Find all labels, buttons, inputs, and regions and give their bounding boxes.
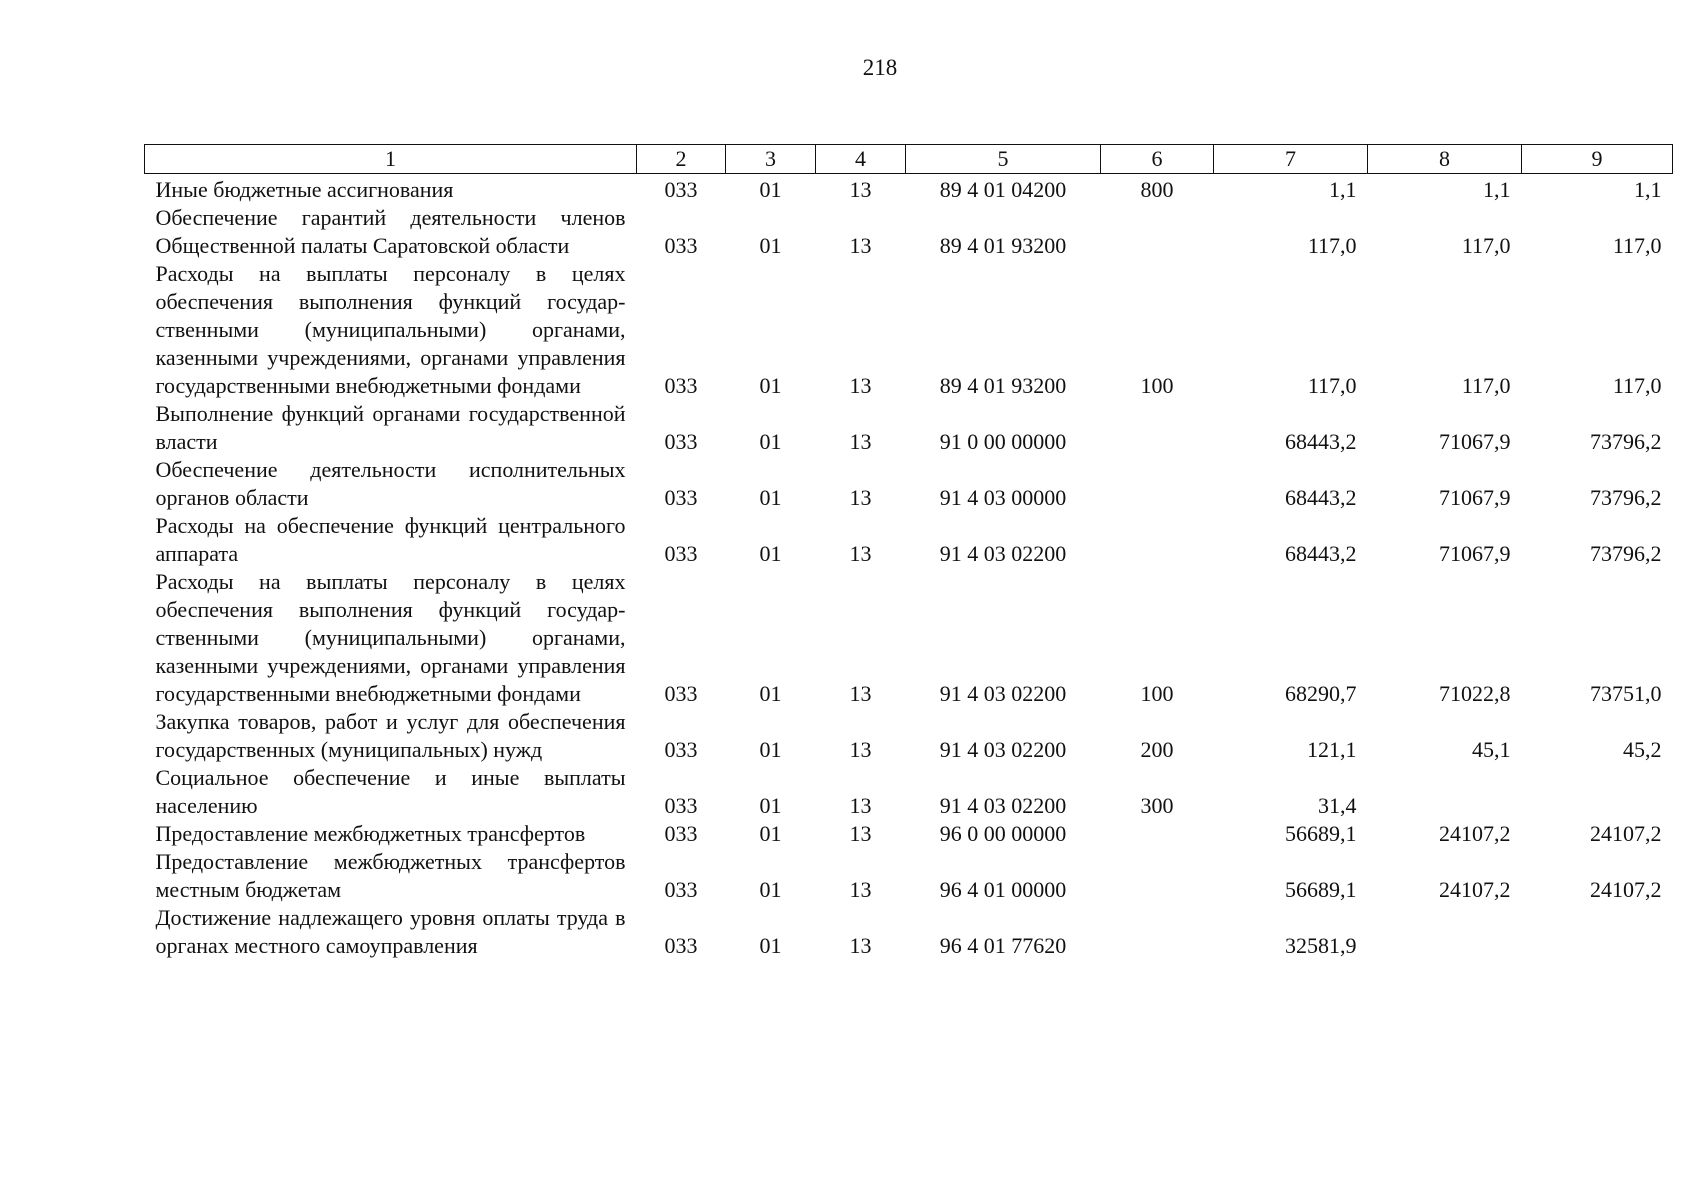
expense-name-cell: Предоставление межбюджетных трансфертов xyxy=(155,821,586,846)
table-row xyxy=(145,764,1673,820)
target-article-cell: 96 4 01 77620 xyxy=(939,933,1067,958)
section-code-cell: 01 xyxy=(759,541,782,566)
expense-type-cell: 100 xyxy=(1140,373,1174,398)
amount-year2-cell: 24107,2 xyxy=(1439,821,1511,846)
section-code-cell: 01 xyxy=(759,737,782,762)
subsection-code-cell: 13 xyxy=(849,933,872,958)
amount-year2-cell: 71067,9 xyxy=(1439,429,1511,454)
subsection-code-cell: 13 xyxy=(849,681,872,706)
expense-type-cell xyxy=(1101,512,1214,568)
ministry-code-cell: 033 xyxy=(664,177,698,202)
section-code-cell: 01 xyxy=(759,177,782,202)
amount-year1-cell: 121,1 xyxy=(1307,737,1357,762)
amount-year2-cell: 71067,9 xyxy=(1439,541,1511,566)
subsection-code-cell: 13 xyxy=(849,793,872,818)
table-row xyxy=(145,820,1673,848)
expense-type-cell xyxy=(1101,820,1214,848)
amount-year3-cell xyxy=(1522,904,1673,960)
expense-name-cell: Расходы на обеспечение функций центрального аппарата xyxy=(155,513,626,566)
subsection-code-cell: 13 xyxy=(849,429,872,454)
ministry-code-cell: 033 xyxy=(664,541,698,566)
table-row xyxy=(145,174,1673,205)
expense-name-cell: Социальное обеспечение и иные выплаты населению xyxy=(155,765,626,818)
ministry-code-cell: 033 xyxy=(664,373,698,398)
amount-year1-cell: 68290,7 xyxy=(1285,681,1357,706)
column-header: 8 xyxy=(1368,145,1522,174)
column-header: 4 xyxy=(816,145,906,174)
subsection-code-cell: 13 xyxy=(849,373,872,398)
expense-name-cell: Расходы на выплаты персоналу в целях обеспечения выполнения функций государственными (муниципальными) органами, казенными учреждениями, органами управления государственными внебюджетными фондами xyxy=(155,261,626,398)
budget-table xyxy=(144,144,1673,960)
ministry-code-cell: 033 xyxy=(664,793,698,818)
section-code-cell: 01 xyxy=(759,681,782,706)
table-row xyxy=(145,260,1673,400)
amount-year2-cell: 1,1 xyxy=(1483,177,1511,202)
expense-type-cell: 800 xyxy=(1140,177,1174,202)
subsection-code-cell: 13 xyxy=(849,485,872,510)
table-row xyxy=(145,512,1673,568)
table-row xyxy=(145,204,1673,260)
column-header: 6 xyxy=(1101,145,1214,174)
amount-year1-cell: 32581,9 xyxy=(1285,933,1357,958)
amount-year2-cell: 71022,8 xyxy=(1439,681,1511,706)
column-number-row xyxy=(145,145,1673,174)
amount-year3-cell: 73796,2 xyxy=(1590,429,1662,454)
section-code-cell: 01 xyxy=(759,793,782,818)
amount-year3-cell xyxy=(1522,764,1673,820)
expense-name-cell: Иные бюджетные ассигнования xyxy=(155,177,454,202)
column-header: 3 xyxy=(726,145,816,174)
expense-type-cell xyxy=(1101,848,1214,904)
target-article-cell: 91 4 03 02200 xyxy=(939,793,1067,818)
page-number: 218 xyxy=(862,55,898,80)
ministry-code-cell: 033 xyxy=(664,485,698,510)
ministry-code-cell: 033 xyxy=(664,681,698,706)
expense-name-cell: Расходы на выплаты персоналу в целях обеспечения выполнения функций государственными (муниципальными) органами, казенными учреждениями, органами управления государственными внебюджетными фондами xyxy=(155,569,626,706)
section-code-cell: 01 xyxy=(759,877,782,902)
expense-type-cell xyxy=(1101,904,1214,960)
expense-type-cell: 300 xyxy=(1140,793,1174,818)
amount-year3-cell: 24107,2 xyxy=(1590,877,1662,902)
subsection-code-cell: 13 xyxy=(849,233,872,258)
table-row xyxy=(145,568,1673,708)
amount-year2-cell: 71067,9 xyxy=(1439,485,1511,510)
amount-year2-cell: 24107,2 xyxy=(1439,877,1511,902)
expense-type-cell: 200 xyxy=(1140,737,1174,762)
expense-name-cell: Предоставление межбюджетных трансфертов местным бюджетам xyxy=(155,849,626,902)
expense-type-cell xyxy=(1101,456,1214,512)
amount-year3-cell: 73751,0 xyxy=(1590,681,1662,706)
expense-name-cell: Обеспечение гарантий деятельности членов Общественной палаты Саратовской области xyxy=(155,205,626,258)
amount-year2-cell: 117,0 xyxy=(1461,373,1511,398)
amount-year1-cell: 117,0 xyxy=(1307,373,1357,398)
amount-year3-cell: 117,0 xyxy=(1612,233,1662,258)
target-article-cell: 91 4 03 02200 xyxy=(939,541,1067,566)
target-article-cell: 96 0 00 00000 xyxy=(939,821,1067,846)
expense-name-cell: Достижение надлежащего уровня оплаты труда в органах местного самоуправления xyxy=(155,905,626,958)
expense-type-cell xyxy=(1101,400,1214,456)
amount-year3-cell: 73796,2 xyxy=(1590,541,1662,566)
target-article-cell: 96 4 01 00000 xyxy=(939,877,1067,902)
ministry-code-cell: 033 xyxy=(664,877,698,902)
amount-year1-cell: 56689,1 xyxy=(1285,821,1357,846)
amount-year2-cell xyxy=(1368,904,1522,960)
expense-name-cell: Закупка товаров, работ и услуг для обеспечения государственных (муниципальных) нужд xyxy=(155,709,626,762)
column-header: 2 xyxy=(637,145,726,174)
amount-year2-cell: 117,0 xyxy=(1461,233,1511,258)
amount-year1-cell: 56689,1 xyxy=(1285,877,1357,902)
table-row xyxy=(145,904,1673,960)
amount-year2-cell: 45,1 xyxy=(1472,737,1511,762)
section-code-cell: 01 xyxy=(759,485,782,510)
amount-year1-cell: 117,0 xyxy=(1307,233,1357,258)
section-code-cell: 01 xyxy=(759,429,782,454)
subsection-code-cell: 13 xyxy=(849,877,872,902)
column-header: 9 xyxy=(1522,145,1673,174)
expense-name-cell: Выполнение функций органами государственной власти xyxy=(155,401,626,454)
column-header: 7 xyxy=(1214,145,1368,174)
amount-year1-cell: 1,1 xyxy=(1329,177,1357,202)
column-header: 1 xyxy=(145,145,637,174)
amount-year2-cell xyxy=(1368,764,1522,820)
section-code-cell: 01 xyxy=(759,821,782,846)
expense-name-cell: Обеспечение деятельности исполнительных органов области xyxy=(155,457,626,510)
amount-year1-cell: 68443,2 xyxy=(1285,541,1357,566)
ministry-code-cell: 033 xyxy=(664,233,698,258)
subsection-code-cell: 13 xyxy=(849,821,872,846)
section-code-cell: 01 xyxy=(759,933,782,958)
target-article-cell: 91 4 03 02200 xyxy=(939,681,1067,706)
target-article-cell: 91 0 00 00000 xyxy=(939,429,1067,454)
amount-year3-cell: 45,2 xyxy=(1623,737,1662,762)
section-code-cell: 01 xyxy=(759,233,782,258)
table-row xyxy=(145,848,1673,904)
subsection-code-cell: 13 xyxy=(849,541,872,566)
expense-type-cell: 100 xyxy=(1140,681,1174,706)
amount-year1-cell: 68443,2 xyxy=(1285,429,1357,454)
table-row xyxy=(145,400,1673,456)
column-header: 5 xyxy=(906,145,1101,174)
amount-year3-cell: 117,0 xyxy=(1612,373,1662,398)
subsection-code-cell: 13 xyxy=(849,177,872,202)
expense-type-cell xyxy=(1101,204,1214,260)
ministry-code-cell: 033 xyxy=(664,737,698,762)
table-row xyxy=(145,456,1673,512)
amount-year3-cell: 24107,2 xyxy=(1590,821,1662,846)
amount-year1-cell: 68443,2 xyxy=(1285,485,1357,510)
amount-year1-cell: 31,4 xyxy=(1318,793,1357,818)
amount-year3-cell: 73796,2 xyxy=(1590,485,1662,510)
target-article-cell: 89 4 01 04200 xyxy=(939,177,1067,202)
target-article-cell: 89 4 01 93200 xyxy=(939,233,1067,258)
target-article-cell: 91 4 03 02200 xyxy=(939,737,1067,762)
ministry-code-cell: 033 xyxy=(664,933,698,958)
ministry-code-cell: 033 xyxy=(664,821,698,846)
ministry-code-cell: 033 xyxy=(664,429,698,454)
amount-year3-cell: 1,1 xyxy=(1634,177,1662,202)
table-row xyxy=(145,708,1673,764)
target-article-cell: 89 4 01 93200 xyxy=(939,373,1067,398)
section-code-cell: 01 xyxy=(759,373,782,398)
target-article-cell: 91 4 03 00000 xyxy=(939,485,1067,510)
subsection-code-cell: 13 xyxy=(849,737,872,762)
